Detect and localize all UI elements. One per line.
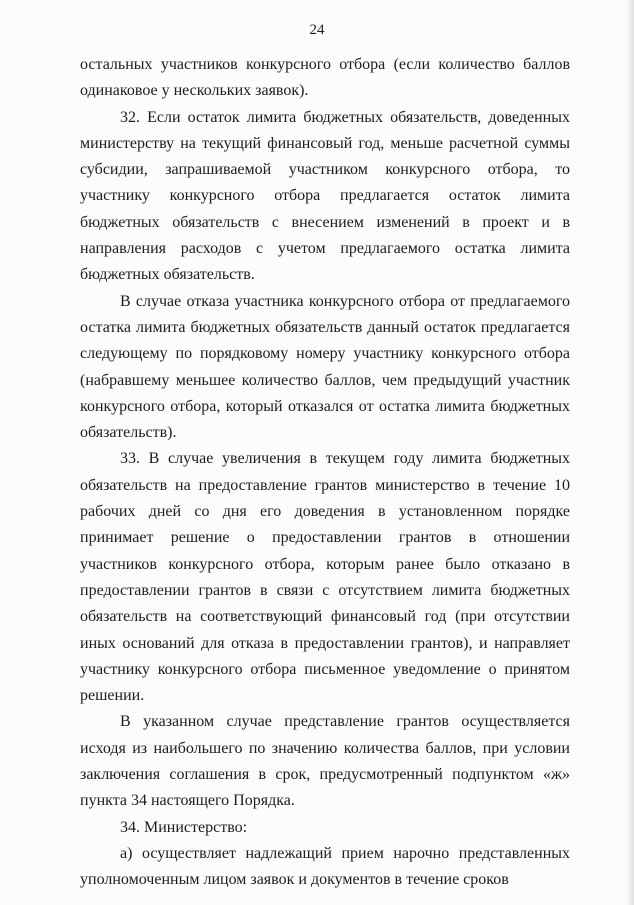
paragraph-refusal-case: В случае отказа участника конкурсного отбора от предлагаемого остатка лимита бюджетных обязательств данный остаток предлагается следующему по порядковому номеру участнику конкурсного отбора (набравшему меньшее количество баллов, чем предыдущий участник конкурсного отбора, который отказался от остатка лимита бюджетных обязательств). [80, 292, 570, 442]
paragraph-item-a: а) осуществляет надлежащий прием нарочно представленных уполномоченным лицом заявок и документов в течение сроков [80, 844, 570, 889]
page-number: 24 [309, 22, 325, 38]
paragraph-clause-33: 33. В случае увеличения в текущем году лимита бюджетных обязательств на предоставление грантов министерство в течение 10 рабочих дней со дня его доведения в установленном порядке принимает решение о предоставлении грантов в отношении участников конкурсного отбора, которым ранее было отказано в предоставлении грантов в связи с отсутствием лимита бюджетных обязательств на соответствующий финансовый год (при отсутствии иных оснований для отказа в предоставлении грантов), и направляет участнику конкурсного отбора письменное уведомление о принятом решении. [80, 450, 570, 705]
document-body [80, 52, 570, 894]
paragraph-clause-34: 34. Министерство: [120, 818, 248, 836]
paragraph-clause-32: 32. Если остаток лимита бюджетных обязательств, доведенных министерству на текущий финансовый год, меньше расчетной суммы субсидии, запрашиваемой участником конкурсного отбора, то участнику конкурсного отбора предлагается остаток лимита бюджетных обязательств с внесением изменений в проект и в направления расходов с учетом предлагаемого остатка лимита бюджетных обязательств. [80, 108, 570, 284]
page-edge-shadow [628, 0, 634, 905]
paragraph-continuation: остальных участников конкурсного отбора (если количество баллов одинаковое у нескольких заявок). [80, 56, 570, 100]
paragraph-grant-order: В указанном случае представление грантов осуществляется исходя из наибольшего по значению количества баллов, при условии заключения соглашения в срок, предусмотренный подпунктом «ж» пункта 34 настоящего Порядка. [80, 713, 570, 810]
